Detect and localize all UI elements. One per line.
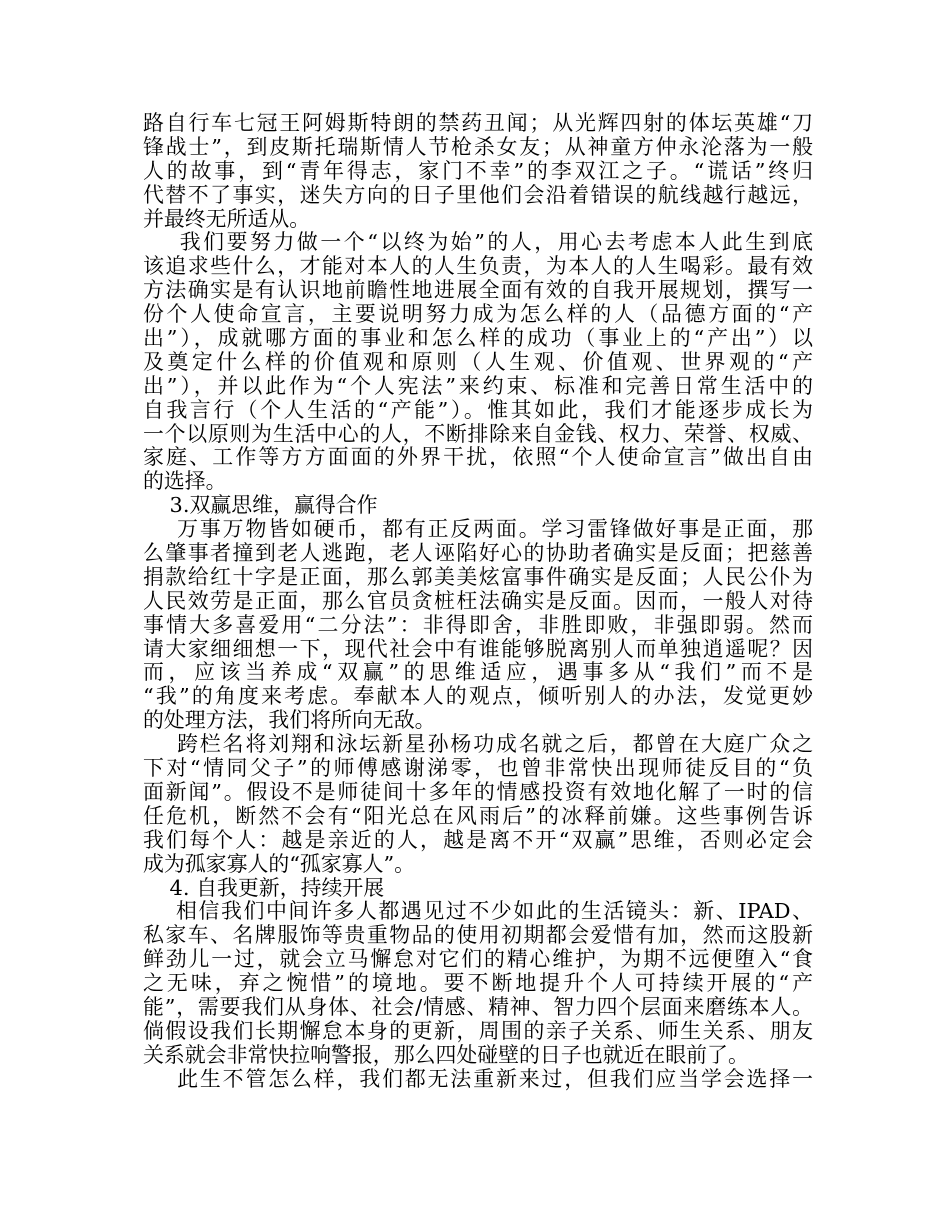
text-line: 我们每个人：越是亲近的人，越是离不开“双赢”思维，否则必定会 <box>143 827 813 852</box>
text-line: 的选择。 <box>143 469 227 494</box>
text-line: 么肇事者撞到老人逃跑，老人诬陷好心的协助者确实是反面；把慈善 <box>143 541 813 566</box>
text-line: 私家车、名牌服饰等贵重物品的使用初期都会爱惜有加，然而这股新 <box>143 923 813 948</box>
text-line: 人民效劳是正面，那么官员贪桩枉法确实是反面。因而，一般人对待 <box>143 588 813 613</box>
text-line: 捐款给红十字是正面，那么郭美美炫富事件确实是反面；人民公仆为 <box>143 564 813 589</box>
text-line: 出”），成就哪方面的事业和怎么样的成功（事业上的“产出”）以 <box>143 326 813 351</box>
text-line: 路自行车七冠王阿姆斯特朗的禁药丑闻；从光辉四射的体坛英雄“刀 <box>143 111 813 135</box>
text-line: 锋战士”，到皮斯托瑞斯情人节枪杀女友；从神童方仲永沦落为一般 <box>143 134 813 159</box>
text-line: 关系就会非常快拉响警报，那么四处碰壁的日子也就近在眼前了。 <box>143 1042 749 1067</box>
text-line: 万事万物皆如硬币，都有正反两面。学习雷锋做好事是正面，那 <box>143 517 813 542</box>
text-line: 家庭、工作等方方面面的外界干扰，依照“个人使命宣言”做出自由 <box>143 445 813 470</box>
text-line: 任危机，断然不会有“阳光总在风雨后”的冰释前嫌。这些事例告诉 <box>143 803 813 828</box>
text-line: 而，应该当养成“双赢”的思维适应，遇事多从“我们”而不是 <box>143 660 813 685</box>
text-line: 份个人使命宣言，主要说明努力成为怎么样的人（品德方面的“产 <box>143 302 813 327</box>
text-line: “我”的角度来考虑。奉献本人的观点，倾听别人的办法，发觉更妙 <box>143 684 813 709</box>
text-line: 此生不管怎么样，我们都无法重新来过，但我们应当学会选择一 <box>143 1066 813 1091</box>
text-line: 方法确实是有认识地前瞻性地进展全面有效的自我开展规划，撰写一 <box>143 278 813 303</box>
text-line: 3.双赢思维，赢得合作 <box>143 493 378 518</box>
text-line: 鲜劲儿一过，就会立马懈怠对它们的精心维护，为期不远便堕入“食 <box>143 947 813 972</box>
text-line: 请大家细细想一下，现代社会中有谁能够脱离别人而单独逍遥呢？因 <box>143 636 813 661</box>
text-line: 能”，需要我们从身体、社会/情感、精神、智力四个层面来磨练本人。 <box>143 994 813 1019</box>
text-line: 人的故事，到“青年得志，家门不幸”的李双江之子。“谎话”终归 <box>143 158 813 183</box>
text-line: 一个以原则为生活中心的人，不断排除来自金钱、权力、荣誉、权威、 <box>143 421 813 446</box>
text-line: 并最终无所适从。 <box>143 206 311 231</box>
text-line: 的处理方法，我们将所向无敌。 <box>143 708 436 733</box>
text-line: 之无味，弃之惋惜”的境地。要不断地提升个人可持续开展的“产 <box>143 971 813 996</box>
text-line: 跨栏名将刘翔和泳坛新星孙杨功成名就之后，都曾在大庭广众之 <box>143 732 813 757</box>
text-line: 下对“情同父子”的师傅感谢涕零，也曾非常快出现师徒反目的“负 <box>143 756 813 781</box>
text-line: 事情大多喜爱用“二分法”：非得即舍，非胜即败，非强即弱。然而 <box>143 612 813 637</box>
text-line: 倘假设我们长期懈怠本身的更新，周围的亲子关系、师生关系、朋友 <box>143 1018 813 1043</box>
text-line: 及奠定什么样的价值观和原则（人生观、价值观、世界观的“产 <box>143 349 813 374</box>
text-line: 成为孤家寡人的“孤家寡人”。 <box>143 851 416 876</box>
text-line: 代替不了事实，迷失方向的日子里他们会沿着错误的航线越行越远， <box>143 182 813 207</box>
text-line: 自我言行（个人生活的“产能”）。惟其如此，我们才能逐步成长为 <box>143 397 813 422</box>
text-line: 相信我们中间许多人都遇见过不少如此的生活镜头：新、IPAD、 <box>143 899 813 924</box>
text-line: 我们要努力做一个“以终为始”的人，用心去考虑本人此生到底 <box>143 230 813 255</box>
text-line: 面新闻”。假设不是师徒间十多年的情感投资有效地化解了一时的信 <box>143 779 813 804</box>
text-line: 出”），并以此作为“个人宪法”来约束、标准和完善日常生活中的 <box>143 373 813 398</box>
text-line: 该追求些什么，才能对本人的人生负责，为本人的人生喝彩。最有效 <box>143 254 813 279</box>
document-body <box>143 112 813 1092</box>
text-line: 4. 自我更新，持续开展 <box>143 875 385 900</box>
